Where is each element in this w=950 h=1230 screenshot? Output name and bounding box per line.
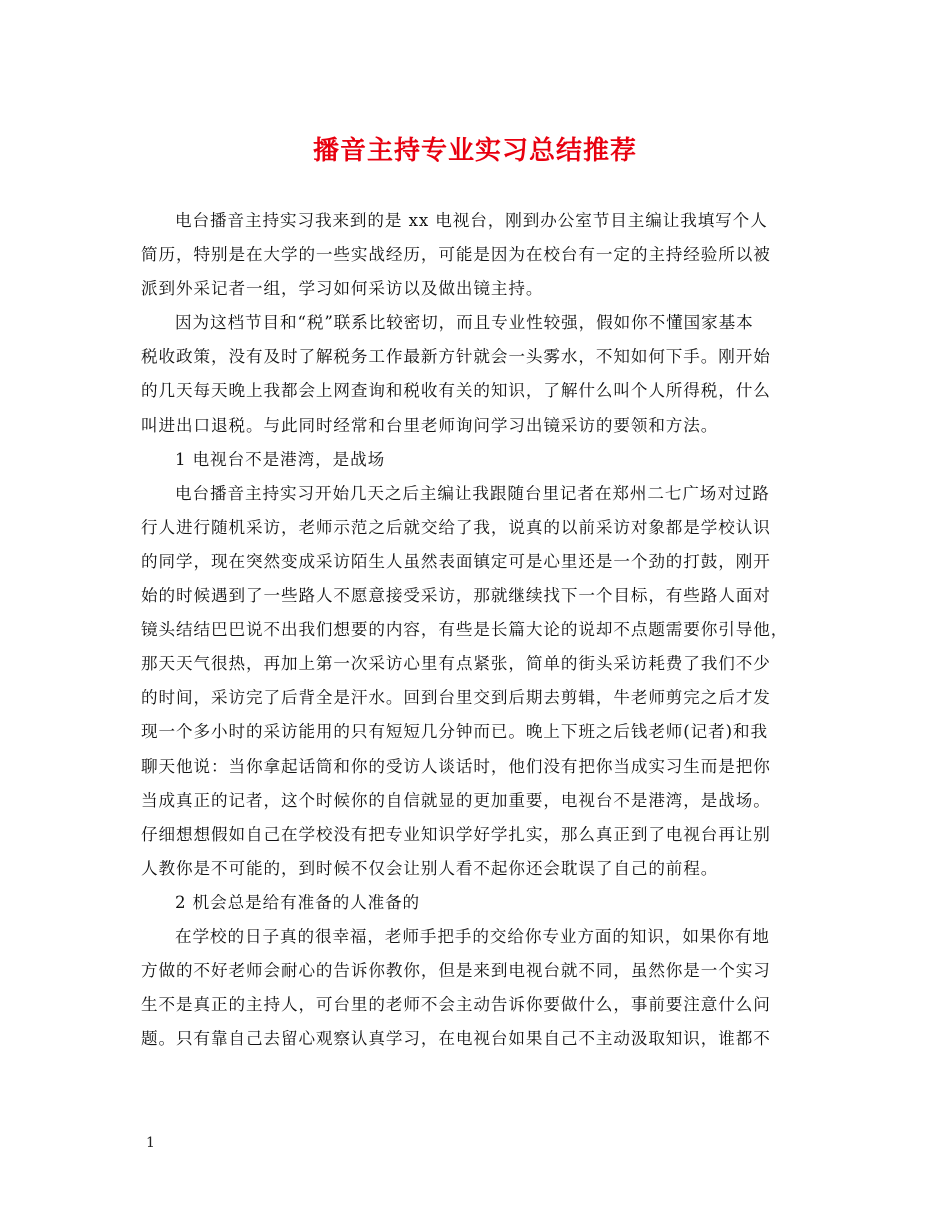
page-number: 1 <box>146 1135 155 1151</box>
text-line: 电台播音主持实习开始几天之后主编让我跟随台里记者在郑州二七广场对过路 <box>175 483 770 503</box>
text-line: 税收政策，没有及时了解税务工作最新方针就会一头雾水，不知如何下手。刚开始 <box>141 347 771 367</box>
text-line: 镜头结结巴巴说不出我们想要的内容，有些是长篇大论的说却不点题需要你引导他， <box>141 620 789 640</box>
text-line: 的几天每天晚上我都会上网查询和税收有关的知识，了解什么叫个人所得税，什么 <box>141 381 771 401</box>
text-line: 生不是真正的主持人，可台里的老师不会主动告诉你要做什么，事前要注意什么问 <box>141 995 771 1015</box>
text-line: 派到外采记者一组，学习如何采访以及做出镜主持。 <box>141 279 544 299</box>
text-line: 因为这档节目和“税”联系比较密切，而且专业性较强，假如你不懂国家基本 <box>175 313 754 333</box>
text-line: 题。只有靠自己去留心观察认真学习，在电视台如果自己不主动汲取知识，谁都不 <box>141 1029 771 1049</box>
text-line: 在学校的日子真的很幸福，老师手把手的交给你专业方面的知识，如果你有地 <box>175 926 770 946</box>
text-line: 简历，特别是在大学的一些实战经历，可能是因为在校台有一定的主持经验所以被 <box>141 245 771 265</box>
text-line: 人教你是不可能的，到时候不仅会让别人看不起你还会耽误了自己的前程。 <box>141 858 719 878</box>
text-line: 的时间，采访完了后背全是汗水。回到台里交到后期去剪辑，牛老师剪完之后才发 <box>141 688 771 708</box>
document-body <box>141 204 821 1056</box>
section-heading: 2 机会总是给有准备的人准备的 <box>175 892 421 912</box>
text-line: 方做的不好老师会耐心的告诉你教你，但是来到电视台就不同，虽然你是一个实习 <box>141 961 771 981</box>
text-line: 那天天气很热，再加上第一次采访心里有点紧张，简单的街头采访耗费了我们不少 <box>141 654 771 674</box>
section-heading: 1 电视台不是港湾，是战场 <box>175 449 386 469</box>
text-line: 电台播音主持实习我来到的是 xx 电视台，刚到办公室节目主编让我填写个人 <box>175 211 768 230</box>
text-line: 行人进行随机采访，老师示范之后就交给了我，说真的以前采访对象都是学校认识 <box>141 517 771 537</box>
text-line: 当成真正的记者，这个时候你的自信就显的更加重要，电视台不是港湾，是战场。 <box>141 790 771 810</box>
document-title: 播音主持专业实习总结推荐 <box>312 136 637 166</box>
text-line: 聊天他说：当你拿起话筒和你的受访人谈话时，他们没有把你当成实习生而是把你 <box>141 756 771 776</box>
text-line: 现一个多小时的采访能用的只有短短几分钟而已。晚上下班之后钱老师(记者)和我 <box>141 722 769 742</box>
text-line: 的同学，现在突然变成采访陌生人虽然表面镇定可是心里还是一个劲的打鼓，刚开 <box>141 551 771 571</box>
text-line: 叫进出口退税。与此同时经常和台里老师询问学习出镜采访的要领和方法。 <box>141 415 719 435</box>
text-line: 仔细想想假如自己在学校没有把专业知识学好学扎实，那么真正到了电视台再让别 <box>141 824 771 844</box>
text-line: 始的时候遇到了一些路人不愿意接受采访，那就继续找下一个目标，有些路人面对 <box>141 586 771 606</box>
